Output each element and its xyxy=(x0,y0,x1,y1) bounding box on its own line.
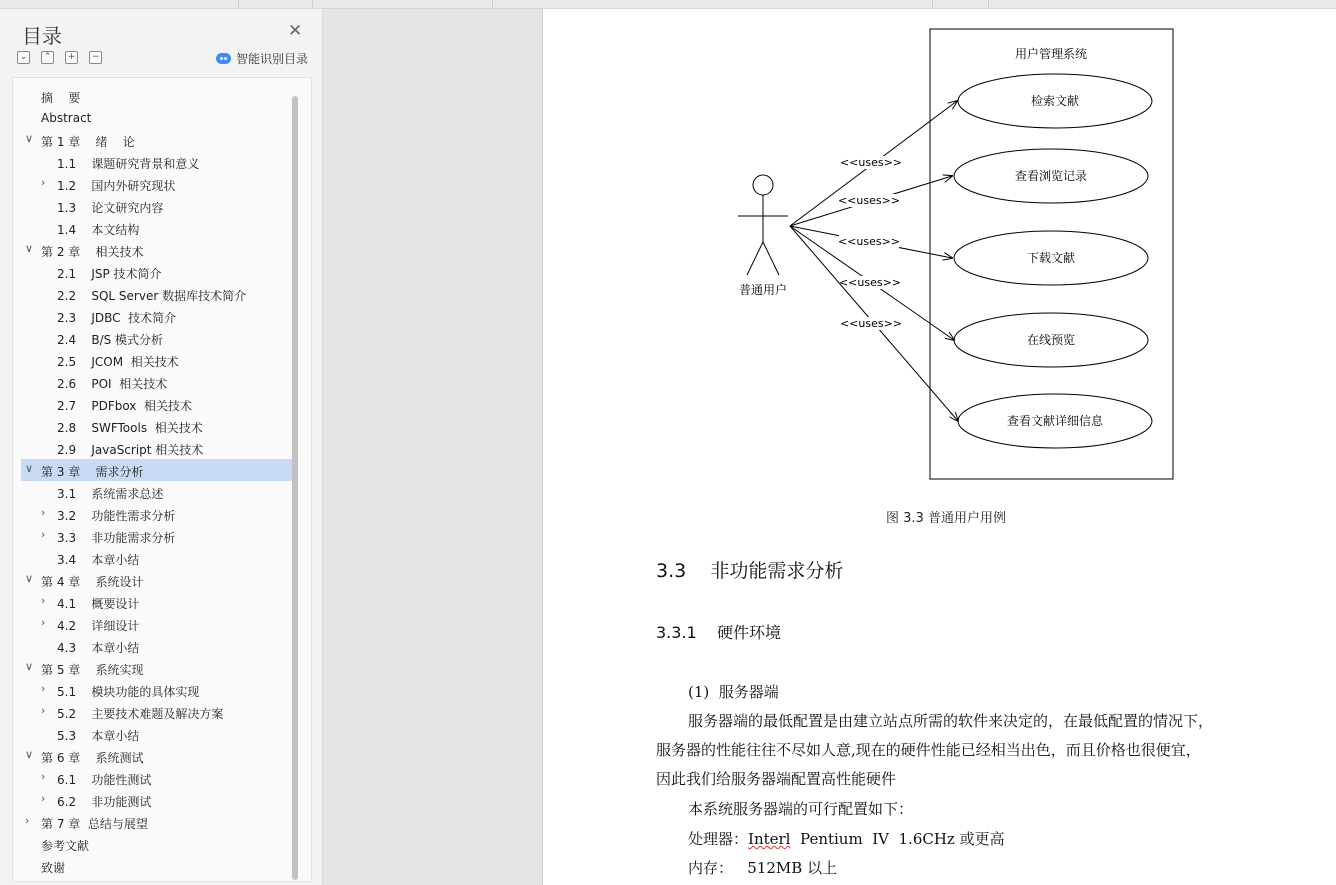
chevron-down-icon[interactable]: ∨ xyxy=(25,748,34,761)
uses-label: <<uses>> xyxy=(837,194,901,207)
figure-caption: 图 3.3 普通用户用例 xyxy=(886,511,1006,526)
cpu-label: 处理器： xyxy=(688,830,749,848)
chevron-right-icon[interactable]: › xyxy=(41,528,46,541)
spellcheck-word: Interl xyxy=(748,830,791,848)
system-title: 用户管理系统 xyxy=(1014,47,1088,61)
use-cases xyxy=(790,74,1152,448)
cpu-spec: Pentium IV 1.6CHz 或更高 xyxy=(790,830,1005,848)
sidebar-title: 目录 xyxy=(22,24,62,48)
close-icon[interactable]: ✕ xyxy=(288,21,303,40)
toc-item-label: 2.1 JSP 技术简介 xyxy=(57,267,162,281)
toc-item-label: 1.3 论文研究内容 xyxy=(57,201,164,215)
toc-item-label: 1.1 课题研究背景和意义 xyxy=(57,157,200,171)
toc-item-label: Abstract xyxy=(41,111,92,125)
chevron-right-icon[interactable]: › xyxy=(25,814,30,827)
chevron-right-icon[interactable]: › xyxy=(41,506,46,519)
toc-item-label: 3.2 功能性需求分析 xyxy=(57,509,176,523)
chevron-right-icon[interactable]: › xyxy=(41,176,46,189)
toc-item-label: 参考文献 xyxy=(41,839,90,853)
subsection-heading: 3.3.1 硬件环境 xyxy=(656,623,782,642)
chevron-down-icon[interactable]: ∨ xyxy=(25,132,34,145)
paragraph-line: 因此我们给服务器端配置高性能硬件 xyxy=(656,770,897,788)
toc-item-label: 第 2 章 相关技术 xyxy=(41,245,144,259)
toc-item-label: 2.6 POI 相关技术 xyxy=(57,377,168,391)
chevron-right-icon[interactable]: › xyxy=(41,770,46,783)
toc-item-label: 第 4 章 系统设计 xyxy=(41,575,144,589)
list-item-label: (1) 服务器端 xyxy=(688,683,779,701)
collapse-all-icon[interactable]: ⌃ xyxy=(41,51,54,64)
toc-item-label: 2.9 JavaScript 相关技术 xyxy=(57,443,204,457)
toc-item-label: 4.2 详细设计 xyxy=(57,619,140,633)
uses-label: <<uses>> xyxy=(839,317,903,330)
toc-item-label: 4.1 概要设计 xyxy=(57,597,140,611)
actor-figure xyxy=(738,175,788,275)
toc-item-label: 3.1 系统需求总述 xyxy=(57,487,164,501)
chevron-right-icon[interactable]: › xyxy=(41,682,46,695)
toc-item-label: 3.3 非功能需求分析 xyxy=(57,531,176,545)
use-case-label: 检索文献 xyxy=(1030,94,1080,108)
chevron-right-icon[interactable]: › xyxy=(41,616,46,629)
config-intro: 本系统服务器端的可行配置如下： xyxy=(688,800,914,818)
toc-item-label: 3.4 本章小结 xyxy=(57,553,140,567)
expand-all-icon[interactable]: ⌄ xyxy=(17,51,30,64)
chevron-down-icon[interactable]: ∨ xyxy=(25,660,34,673)
toc-item-label: 2.5 JCOM 相关技术 xyxy=(57,355,179,369)
toc-item-label: 5.2 主要技术难题及解决方案 xyxy=(57,707,224,721)
toc-item-label: 2.8 SWFTools 相关技术 xyxy=(57,421,203,435)
remove-heading-icon[interactable]: − xyxy=(89,51,102,64)
toc-item-label: 第 3 章 需求分析 xyxy=(41,465,144,479)
add-heading-icon[interactable]: + xyxy=(65,51,78,64)
toc-item-label: 2.2 SQL Server 数据库技术简介 xyxy=(57,289,247,303)
chevron-right-icon[interactable]: › xyxy=(41,792,46,805)
use-case-label: 查看浏览记录 xyxy=(1014,169,1088,183)
cpu-line xyxy=(688,828,1005,849)
use-case-label: 查看文献详细信息 xyxy=(1006,414,1104,428)
toc-item-label: 2.3 JDBC 技术简介 xyxy=(57,311,177,325)
toc-item-label: 第 7 章 总结与展望 xyxy=(41,817,148,831)
paragraph-line: 服务器的性能往往不尽如人意,现在的硬件性能已经相当出色，而且价格也很便宜， xyxy=(656,741,1201,759)
paragraph-line: 服务器端的最低配置是由建立站点所需的软件来决定的，在最低配置的情况下， xyxy=(688,712,1214,730)
toc-item-label: 6.1 功能性测试 xyxy=(57,773,152,787)
toc-item-label: 5.1 模块功能的具体实现 xyxy=(57,685,200,699)
toc-item-label: 2.4 B/S 模式分析 xyxy=(57,333,164,347)
toc-item-label: 第 6 章 系统测试 xyxy=(41,751,144,765)
toc-item-label: 第 5 章 系统实现 xyxy=(41,663,144,677)
toc-item-label: 1.4 本文结构 xyxy=(57,223,140,237)
uses-label: <<uses>> xyxy=(839,156,903,169)
chevron-down-icon[interactable]: ∨ xyxy=(25,242,34,255)
uses-label: <<uses>> xyxy=(838,276,902,289)
smart-toc-label: 智能识别目录 xyxy=(236,52,309,66)
use-case-label: 在线预览 xyxy=(1026,333,1076,347)
chevron-right-icon[interactable]: › xyxy=(41,594,46,607)
actor-label: 普通用户 xyxy=(738,283,788,297)
section-heading: 3.3 非功能需求分析 xyxy=(656,560,844,582)
chevron-down-icon[interactable]: ∨ xyxy=(25,572,34,585)
use-case-label: 下载文献 xyxy=(1026,251,1076,265)
toc-item-label: 1.2 国内外研究现状 xyxy=(57,179,176,193)
toc-item-label: 5.3 本章小结 xyxy=(57,729,140,743)
toc-item-label: 2.7 PDFbox 相关技术 xyxy=(57,399,193,413)
toc-item-label: 摘 要 xyxy=(41,91,81,105)
chevron-right-icon[interactable]: › xyxy=(41,704,46,717)
uses-label: <<uses>> xyxy=(837,235,901,248)
toc-item-label: 第 1 章 绪 论 xyxy=(41,135,135,149)
memory-line: 内存： 512MB 以上 xyxy=(688,859,838,877)
toc-item-label: 6.2 非功能测试 xyxy=(57,795,152,809)
toc-item-label: 致谢 xyxy=(41,861,66,875)
chevron-down-icon[interactable]: ∨ xyxy=(25,462,34,475)
toc-item-label: 4.3 本章小结 xyxy=(57,641,140,655)
